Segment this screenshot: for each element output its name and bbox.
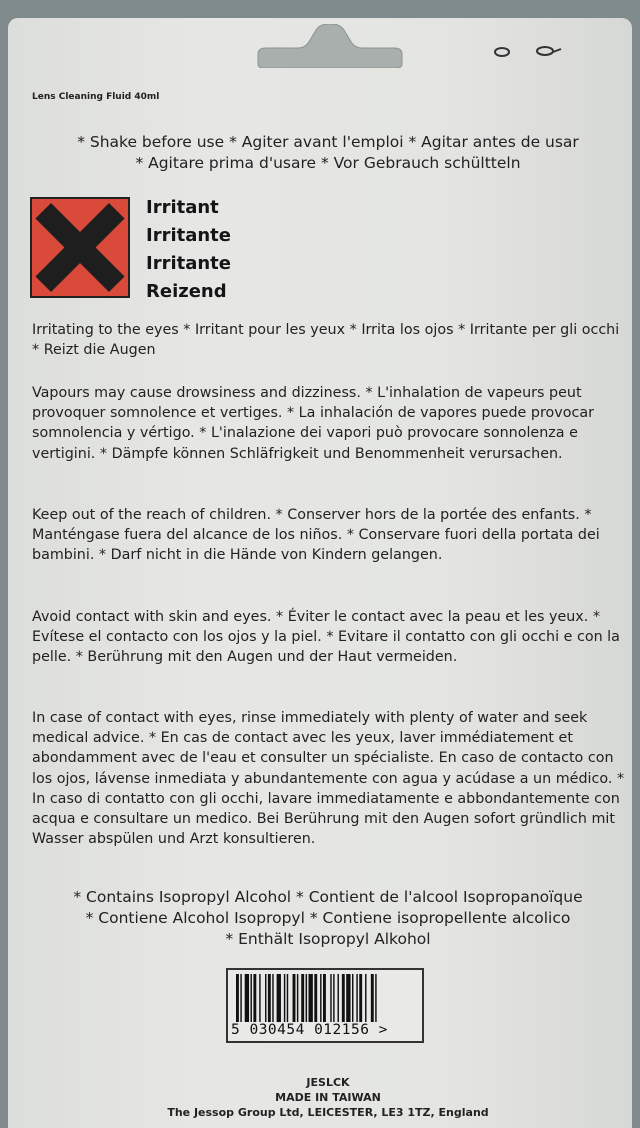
shake-instruction <box>28 132 628 174</box>
barcode-bar <box>265 974 266 1022</box>
footer <box>28 1075 628 1120</box>
barcode-bar <box>287 974 288 1022</box>
barcode-bar <box>309 974 313 1022</box>
barcode-bar <box>375 974 376 1022</box>
barcode-bar <box>293 974 296 1022</box>
barcode-bar <box>301 974 304 1022</box>
barcode-bar <box>240 974 241 1022</box>
barcode-bar <box>297 974 298 1022</box>
footer-company: The Jessop Group Ltd, LEICESTER, LE3 1TZ, England <box>167 1106 489 1119</box>
ingredients-line: * Enthält Isopropyl Alkohol <box>225 930 431 948</box>
hazard-labels <box>146 194 231 306</box>
barcode-bar <box>352 974 353 1022</box>
barcode-bar <box>320 974 321 1022</box>
barcode-bar <box>346 974 350 1022</box>
barcode-bar <box>323 974 326 1022</box>
barcode-bar <box>365 974 366 1022</box>
hazard-label: Irritante <box>146 225 231 246</box>
barcode-bar <box>338 974 339 1022</box>
barcode-bar <box>253 974 256 1022</box>
packaging-card <box>8 18 632 1128</box>
print-specks <box>488 42 578 62</box>
barcode-bar <box>277 974 281 1022</box>
barcode-bar <box>268 974 271 1022</box>
barcode-bar <box>272 974 273 1022</box>
barcode <box>226 968 424 1043</box>
warning-avoid-contact: Avoid contact with skin and eyes. * Éviter le contact avec la peau et les yeux. * Evítese el contacto con los ojos y la piel. * Evitare il contatto con gli occhi e con la pelle. * Berührung mit den Augen und der Haut vermeiden. <box>32 609 620 666</box>
product-name: Lens Cleaning Fluid 40ml <box>32 92 160 102</box>
barcode-bar <box>314 974 317 1022</box>
barcode-bar <box>259 974 260 1022</box>
warning-first-aid: In case of contact with eyes, rinse immediately with plenty of water and seek medical advice. * En cas de contact avec les yeux, laver immédiatement et abondamment avec de l'eau et consulter un spécialiste. En caso de contacto con los ojos, lávense inmediata y abundantemente con agua y acúdase a un médico. * In caso di contatto con gli occhi, lavare immediatamente e abbondantemente con acqua e consultare un medico. Bei Berührung mit den Augen sofort gründlich mit Wasser abspülen und Arzt konsultieren. <box>32 710 625 848</box>
ingredients-statement <box>28 887 628 950</box>
barcode-bar <box>251 974 252 1022</box>
barcode-bar <box>359 974 362 1022</box>
hazard-cross <box>32 199 128 296</box>
barcode-bar <box>371 974 374 1022</box>
barcode-bar <box>236 974 239 1022</box>
shake-line: * Agitare prima d'usare * Vor Gebrauch schültteln <box>135 154 521 172</box>
irritant-x-icon <box>30 197 130 298</box>
footer-origin: MADE IN TAIWAN <box>275 1091 381 1104</box>
barcode-bars <box>236 974 414 1022</box>
barcode-bar <box>306 974 307 1022</box>
barcode-bar <box>342 974 345 1022</box>
hazard-label: Reizend <box>146 281 227 302</box>
shake-line: * Shake before use * Agiter avant l'emploi * Agitar antes de usar <box>77 133 579 151</box>
warning-eye-irritation: Irritating to the eyes * Irritant pour les yeux * Irrita los ojos * Irritante per gli occhi * Reizt die Augen <box>32 322 620 359</box>
barcode-bar <box>284 974 285 1022</box>
barcode-bar <box>330 974 331 1022</box>
barcode-number: 5 030454 012156 > <box>231 1022 388 1038</box>
ingredients-line: * Contiene Alcohol Isopropyl * Contiene isopropellente alcolico <box>85 909 571 927</box>
barcode-bar <box>333 974 334 1022</box>
hang-hole <box>254 24 404 68</box>
barcode-bar <box>356 974 357 1022</box>
ingredients-line: * Contains Isopropyl Alcohol * Contient de l'alcool Isopropanoïque <box>73 888 583 906</box>
warning-vapours: Vapours may cause drowsiness and dizziness. * L'inhalation de vapeurs peut provoquer somnolence et vertiges. * La inhalación de vapores puede provocar somnolencia y vértigo. * L'inalazione dei vapori può provocare sonnolenza e vertigini. * Dämpfe können Schläfrigkeit und Benommenheit verursachen. <box>32 385 594 462</box>
hazard-label: Irritante <box>146 253 231 274</box>
hazard-label: Irritant <box>146 197 219 218</box>
footer-code: JESLCK <box>306 1076 350 1089</box>
barcode-bar <box>245 974 249 1022</box>
warning-children: Keep out of the reach of children. * Conserver hors de la portée des enfants. * Manténgase fuera del alcance de los niños. * Conservare fuori della portata dei bambini. * Darf nicht in die Hände von Kindern gelangen. <box>32 507 600 564</box>
